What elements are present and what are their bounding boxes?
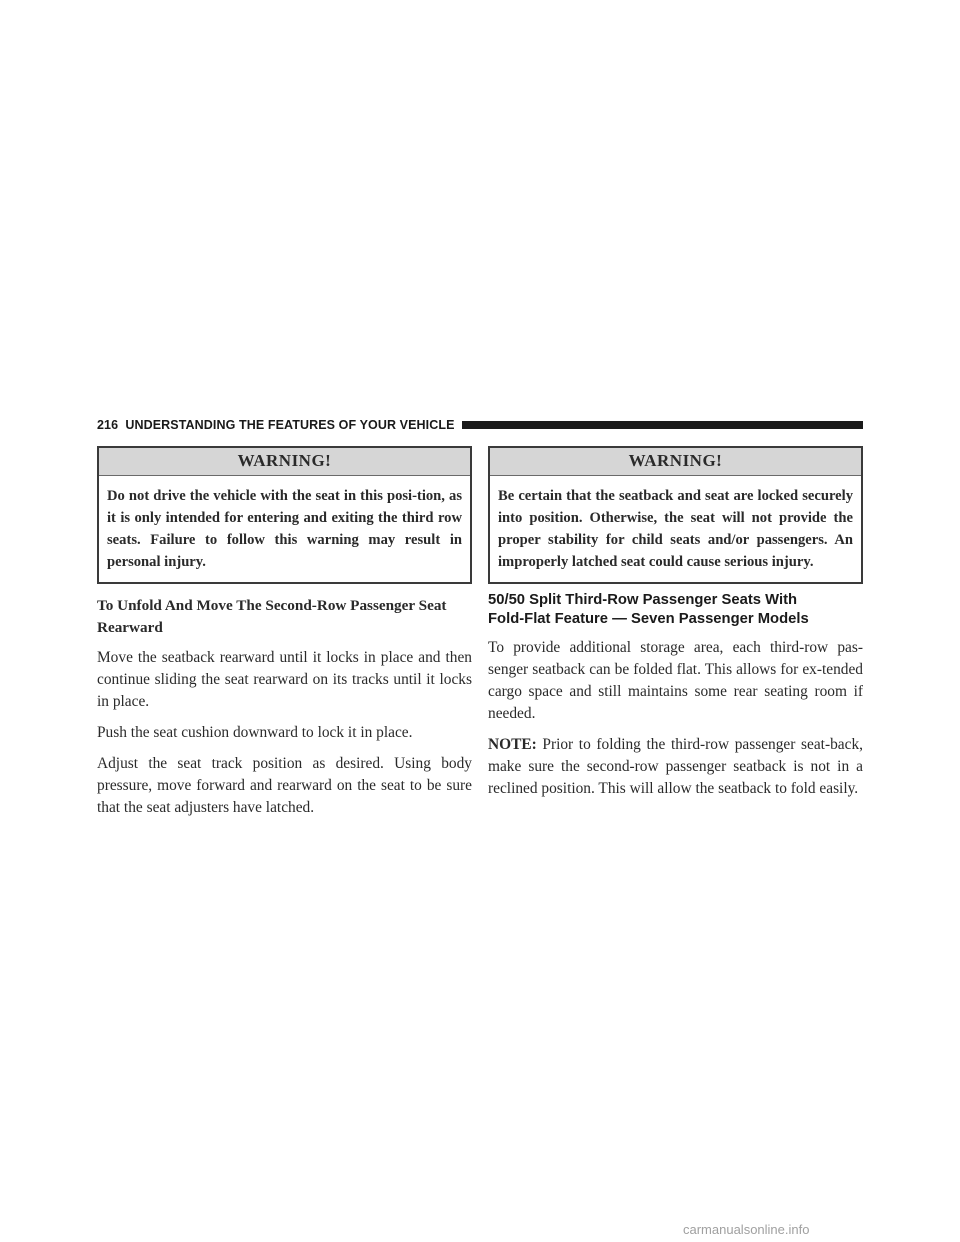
paragraph: Push the seat cushion downward to lock it in place. (97, 724, 413, 741)
warning-box-right (488, 446, 863, 584)
paragraph: To provide additional storage area, each third-row pas-senger seatback can be folded flat. This allows for ex-tended cargo space and still maintains some rear seating room if needed. (488, 639, 863, 722)
paragraph: Adjust the seat track position as desired. Using body pressure, move forward and rearward on the seat to be sure that the seat adjusters have latched. (97, 755, 472, 816)
left-column (97, 446, 472, 828)
note-paragraph (488, 734, 863, 800)
header-rule-bar (462, 421, 863, 429)
page-header (97, 417, 863, 437)
section-heading-line: 50/50 Split Third-Row Passenger Seats With (488, 592, 798, 608)
warning-title: WARNING! (490, 448, 861, 476)
paragraph: Move the seatback rearward until it locks in place and then continue sliding the seat rearward on its tracks until it locks in place. (97, 649, 472, 710)
header-text (97, 418, 455, 432)
note-text: Prior to folding the third-row passenger seat-back, make sure the second-row passenger seatback is not in a reclined position. This will allow the seatback to fold easily. (488, 736, 863, 797)
watermark-link[interactable]: carmanualsonline.info (683, 1222, 810, 1237)
chapter-title: UNDERSTANDING THE FEATURES OF YOUR VEHICLE (125, 418, 455, 432)
warning-title: WARNING! (99, 448, 470, 476)
note-label: NOTE: (488, 736, 537, 753)
section-heading-line: Fold-Flat Feature — Seven Passenger Models (488, 611, 809, 627)
subsection-heading: To Unfold And Move The Second-Row Passenger Seat Rearward (97, 597, 447, 636)
right-column (488, 446, 863, 809)
warning-body: Be certain that the seatback and seat are locked securely into position. Otherwise, the seat will not provide the proper stability for child seats and/or passengers. An improperly latched seat could cause serious injury. (498, 488, 853, 570)
warning-box-left (97, 446, 472, 584)
page-number: 216 (97, 418, 119, 432)
section-heading (488, 591, 863, 629)
warning-body: Do not drive the vehicle with the seat in this posi-tion, as it is only intended for entering and exiting the third row seats. Failure to follow this warning may result in personal injury. (107, 488, 462, 570)
